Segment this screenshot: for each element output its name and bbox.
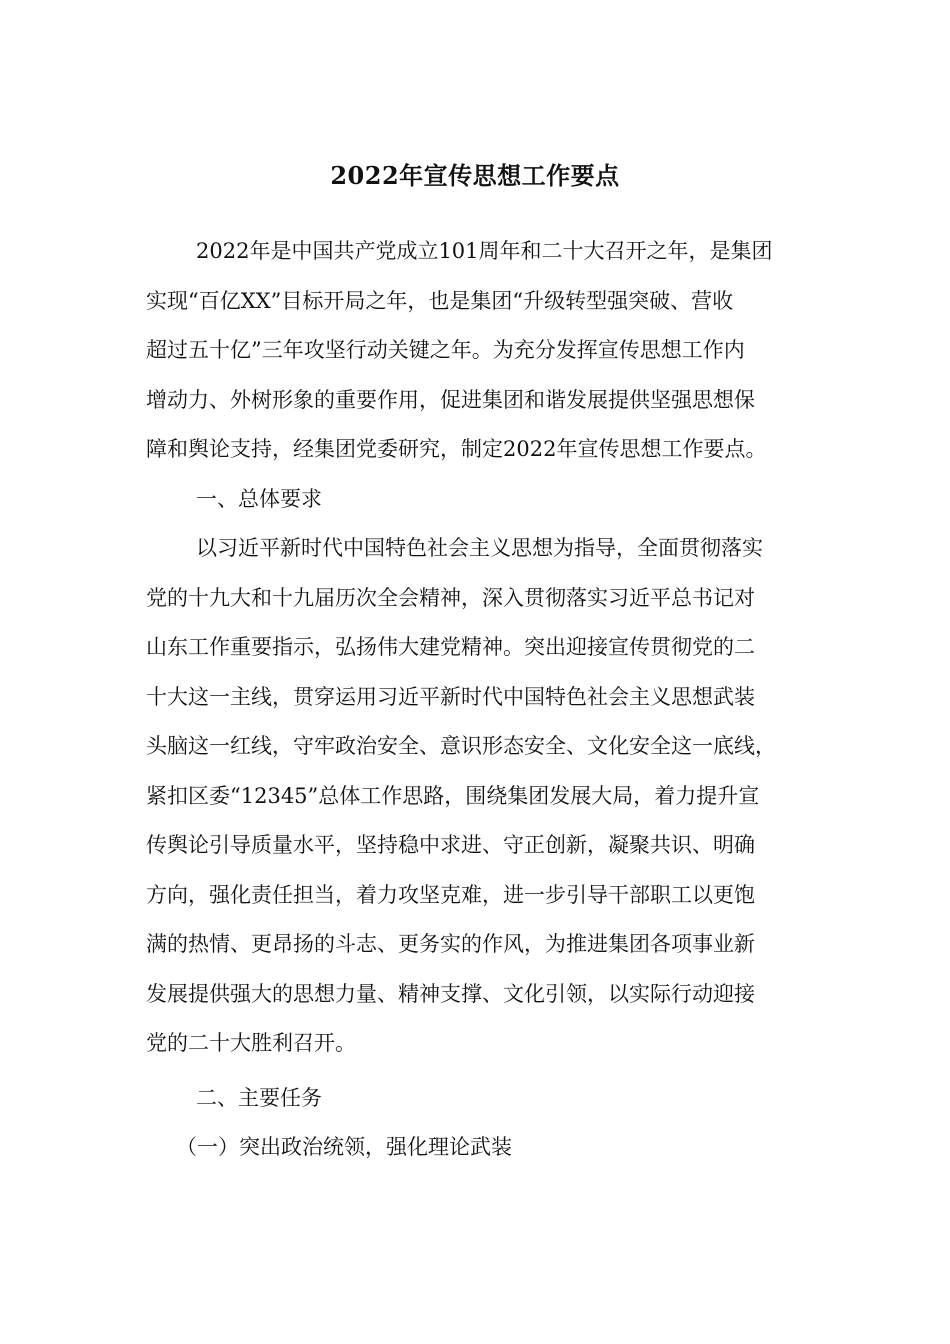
paragraph-line: 超过五十亿”三年攻坚行动关键之年。为充分发挥宣传思想工作内	[146, 338, 745, 362]
paragraph-line: 以习近平新时代中国特色社会主义思想为指导，全面贯彻落实	[196, 536, 763, 560]
paragraph-line: 实现“百亿XX”目标开局之年，也是集团“升级转型强突破、营收	[146, 288, 734, 313]
paragraph-line: 山东工作重要指示，弘扬伟大建党精神。突出迎接宣传贯彻党的二	[146, 635, 755, 659]
section-heading-main-tasks	[146, 1074, 806, 1124]
intro-paragraph	[146, 227, 806, 475]
paragraph-line: 增动力、外树形象的重要作用，促进集团和谐发展提供坚强思想保	[146, 387, 755, 412]
paragraph-line: 满的热情、更昂扬的斗志、更务实的作风，为推进集团各项事业新	[146, 932, 755, 956]
section-heading-text: 一、总体要求	[196, 487, 322, 511]
paragraph-line: 党的十九大和十九届历次全会精神，深入贯彻落实习近平总书记对	[146, 585, 755, 610]
document-title: 2022年宣传思想工作要点	[330, 161, 620, 190]
paragraph-line: 障和舆论支持，经集团党委研究，制定2022年宣传思想工作要点。	[146, 437, 767, 461]
paragraph-line: 发展提供强大的思想力量、精神支撑、文化引领，以实际行动迎接	[146, 981, 755, 1006]
paragraph-line: 紧扣区委“12345”总体工作思路，围绕集团发展大局，着力提升宣	[146, 783, 760, 808]
paragraph-line: 传舆论引导质量水平，坚持稳中求进、守正创新，凝聚共识、明确	[146, 833, 755, 857]
section-heading-text: 二、主要任务	[196, 1086, 322, 1110]
paragraph-line: 头脑这一红线，守牢政治安全、意识形态安全、文化安全这一底线，	[146, 734, 776, 758]
subsection-heading-text: （一）突出政治统领，强化理论武装	[176, 1135, 512, 1159]
section-heading-overall-requirements	[146, 475, 806, 525]
paragraph-line: 党的二十大胜利召开。	[146, 1031, 356, 1055]
paragraph-line: 方向，强化责任担当，着力攻坚克难，进一步引导干部职工以更饱	[146, 882, 755, 907]
paragraph-line: 2022年是中国共产党成立101周年和二十大召开之年，是集团	[196, 239, 773, 263]
subsection-heading-political-leadership	[146, 1123, 806, 1173]
paragraph-line: 十大这一主线，贯穿运用习近平新时代中国特色社会主义思想武装	[146, 684, 755, 709]
overall-requirements-paragraph	[146, 524, 806, 1069]
